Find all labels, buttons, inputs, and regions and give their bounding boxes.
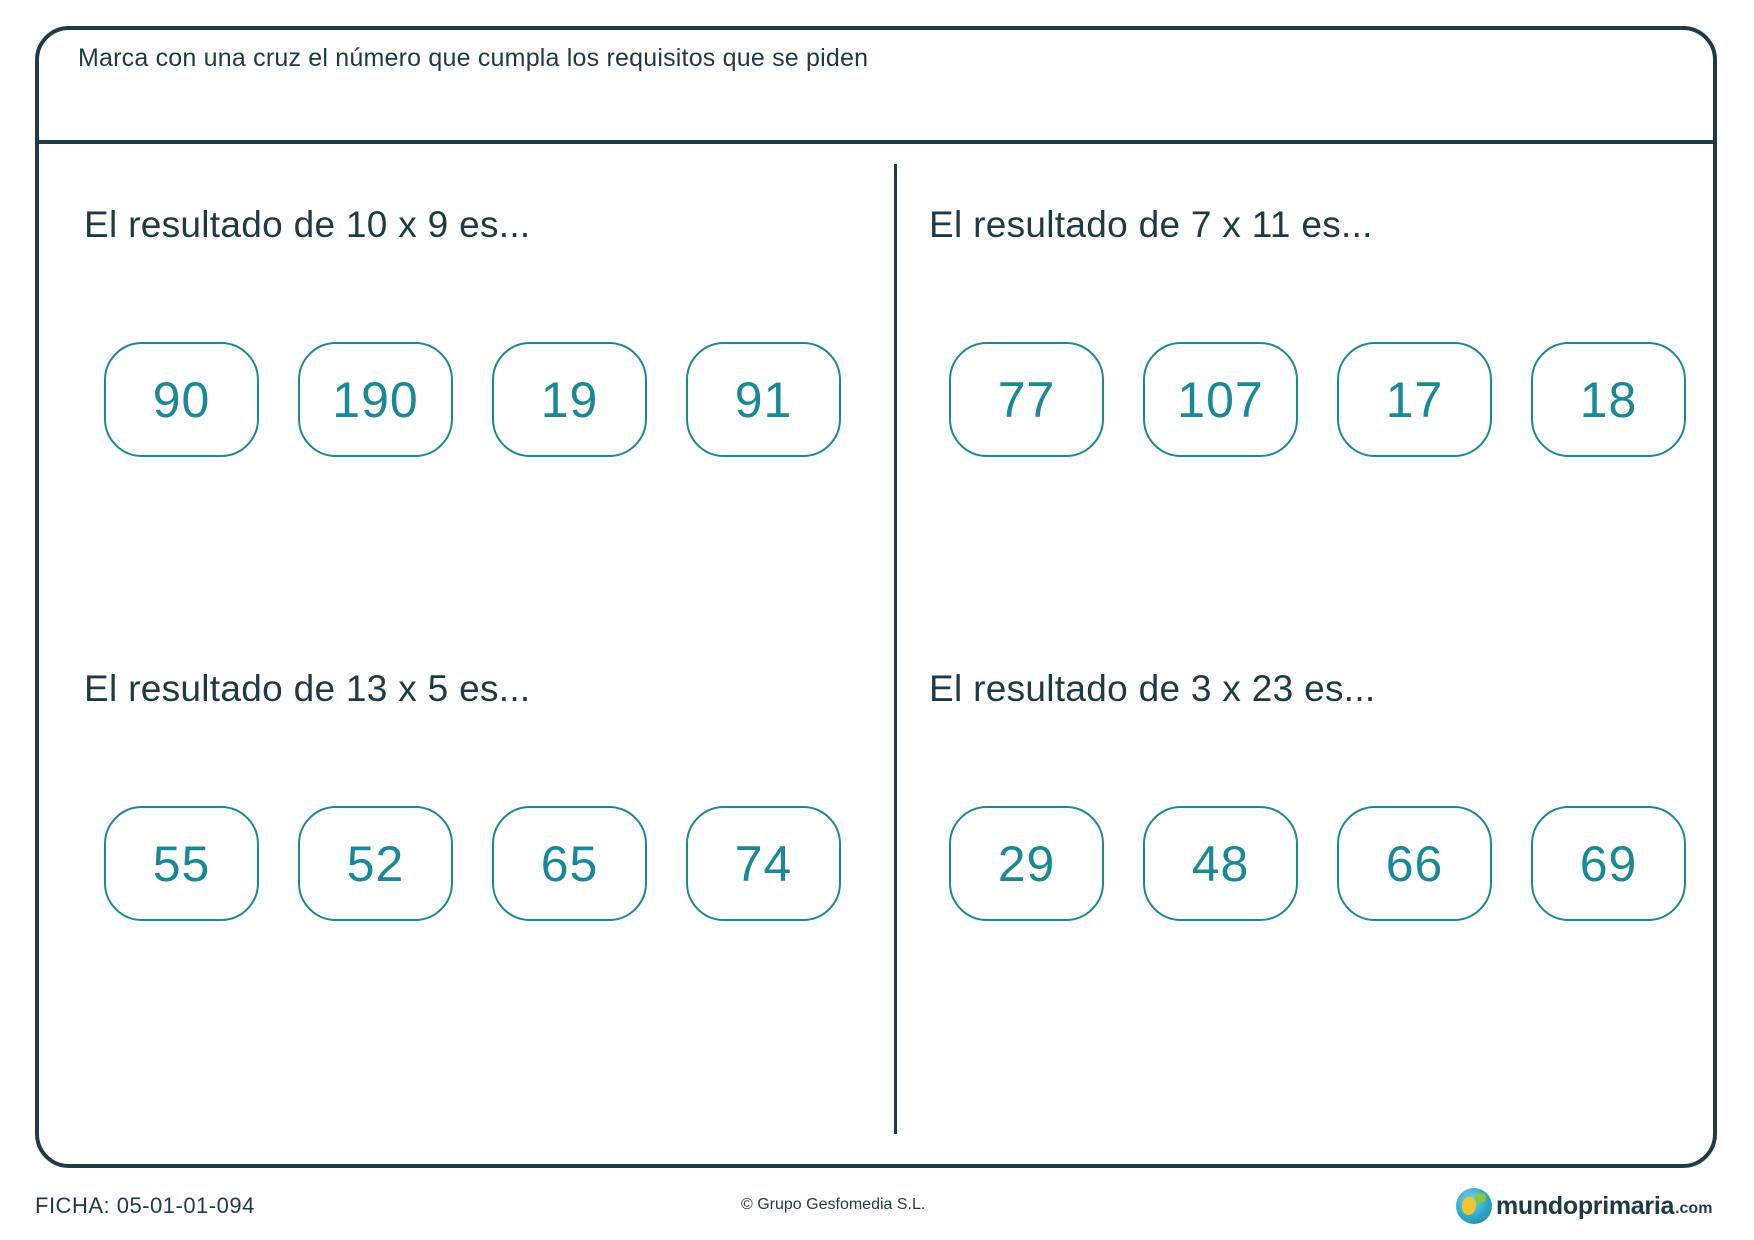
answer-option[interactable]: 107 — [1143, 342, 1298, 457]
instruction-text: Marca con una cruz el número que cumpla los requisitos que se piden — [78, 44, 869, 72]
globe-icon — [1456, 1188, 1492, 1224]
answer-option[interactable]: 91 — [686, 342, 841, 457]
answer-options — [104, 806, 841, 921]
answer-option[interactable]: 74 — [686, 806, 841, 921]
question-text: El resultado de 10 x 9 es... — [84, 204, 531, 245]
answer-option[interactable]: 190 — [298, 342, 453, 457]
answer-options — [104, 342, 841, 457]
answer-options — [949, 342, 1686, 457]
answer-option[interactable]: 29 — [949, 806, 1104, 921]
answer-option[interactable]: 77 — [949, 342, 1104, 457]
exercise-1 — [80, 204, 840, 504]
instruction-header — [39, 30, 1713, 144]
worksheet-frame — [35, 26, 1717, 1168]
column-divider — [894, 164, 897, 1134]
answer-option[interactable]: 66 — [1337, 806, 1492, 921]
question-text: El resultado de 3 x 23 es... — [929, 668, 1376, 709]
answer-options — [949, 806, 1686, 921]
brand-tld: .com — [1675, 1200, 1713, 1217]
question-text: El resultado de 7 x 11 es... — [929, 204, 1373, 245]
question-text: El resultado de 13 x 5 es... — [84, 668, 531, 709]
copyright-text: © Grupo Gesfomedia S.L. — [741, 1196, 926, 1213]
answer-option[interactable]: 55 — [104, 806, 259, 921]
exercise-2 — [925, 204, 1685, 504]
worksheet-code: FICHA: 05-01-01-094 — [35, 1193, 255, 1218]
answer-option[interactable]: 18 — [1531, 342, 1686, 457]
answer-option[interactable]: 19 — [492, 342, 647, 457]
answer-option[interactable]: 48 — [1143, 806, 1298, 921]
exercise-3 — [80, 668, 840, 968]
brand-name: mundoprimaria — [1496, 1191, 1675, 1220]
answer-option[interactable]: 17 — [1337, 342, 1492, 457]
answer-option[interactable]: 90 — [104, 342, 259, 457]
answer-option[interactable]: 65 — [492, 806, 647, 921]
brand-logo[interactable] — [1456, 1188, 1712, 1224]
answer-option[interactable]: 69 — [1531, 806, 1686, 921]
exercise-4 — [925, 668, 1685, 968]
answer-option[interactable]: 52 — [298, 806, 453, 921]
